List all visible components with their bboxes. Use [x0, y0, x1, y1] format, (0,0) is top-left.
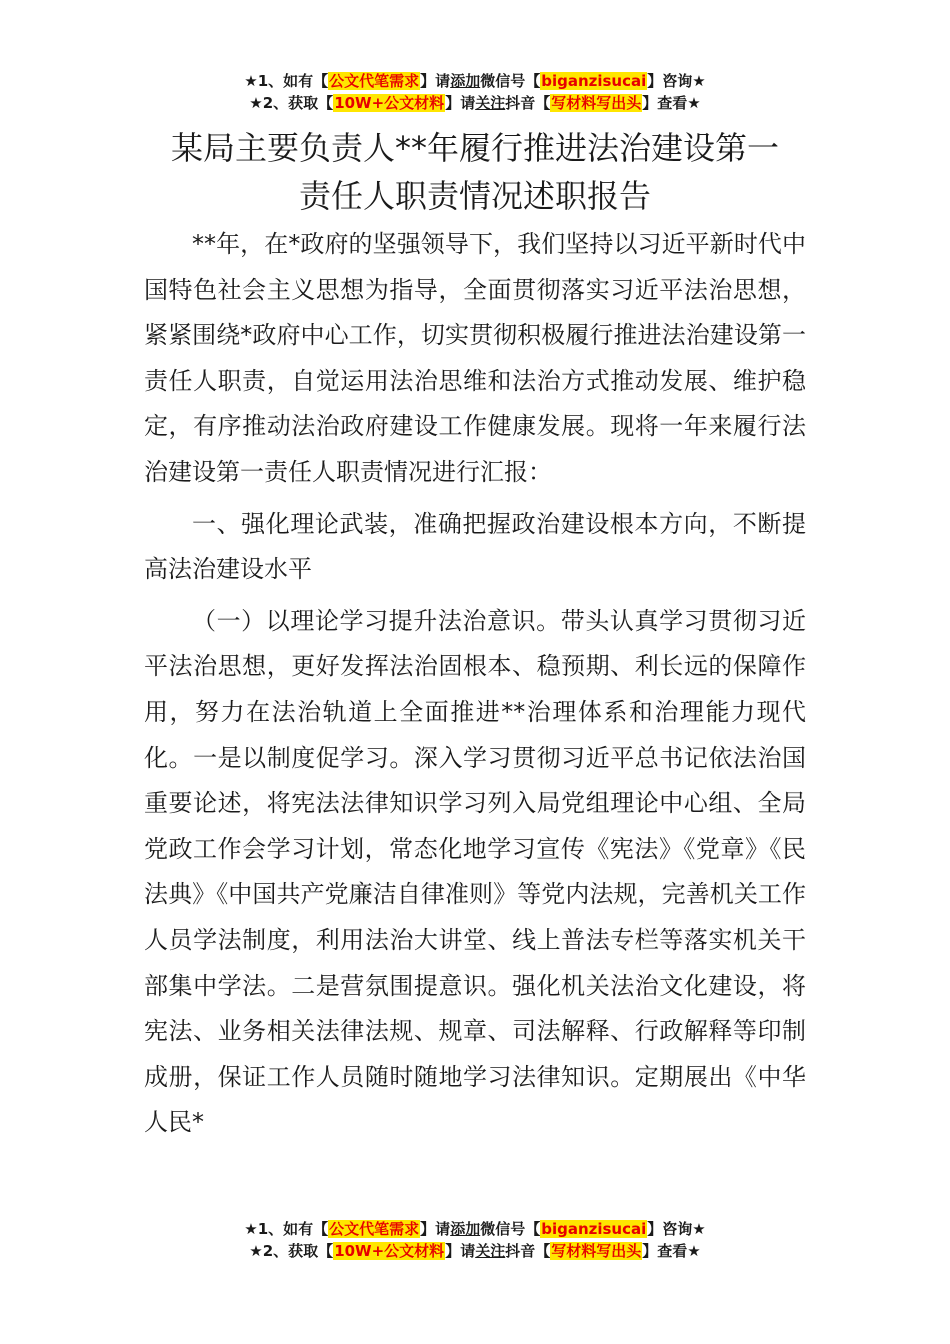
- promo-highlight: 公文代笔需求: [329, 1220, 420, 1238]
- promo-highlight: 10W+公文材料: [334, 94, 445, 112]
- promo-highlight: 10W+公文材料: [334, 1242, 445, 1260]
- document-title: [100, 124, 850, 220]
- promo-banner-top: [0, 70, 950, 114]
- douyin-id-highlight: 写材料写出头: [551, 1242, 642, 1260]
- title-line-2: 责任人职责情况述职报告: [298, 177, 651, 215]
- subsection-paragraph-1: （一）以理论学习提升法治意识。带头认真学习贯彻习近平法治思想，更好发挥法治固根本、稳预期、利长远的保障作用，努力在法治轨道上全面推进**治理体系和治理能力现代化。一是以制度促学习。深入学习贯彻习近平总书记依法治国重要论述，将宪法法律知识学习列入局党组理论中心组、全局党政工作会学习计划，常态化地学习宣传《宪法》《党章》《民法典》《中国共产党廉洁自律准则》等党内法规，完善机关工作人员学法制度，利用法治大讲堂、线上普法专栏等落实机关干部集中学法。二是营氛围提意识。强化机关法治文化建设，将宪法、业务相关法律法规、规章、司法解释、行政解释等印制成册，保证工作人员随时随地学习法律知识。定期展出《中华人民*: [144, 606, 806, 1137]
- promo-line-2: ★2、获取【10W+公文材料】请关注抖音【写材料写出头】查看★: [249, 94, 701, 112]
- wechat-id-highlight: biganzisucai: [541, 72, 647, 90]
- document-body: [144, 222, 806, 1146]
- promo-line-1: ★1、如有【公文代笔需求】请添加微信号【biganzisucai】咨询★: [244, 1220, 706, 1238]
- section-heading-1: 一、强化理论武装，准确把握政治建设根本方向，不断提高法治建设水平: [144, 509, 806, 584]
- intro-paragraph: **年，在*政府的坚强领导下，我们坚持以习近平新时代中国特色社会主义思想为指导，全面贯彻落实习近平法治思想，紧紧围绕*政府中心工作，切实贯彻积极履行推进法治建设第一责任人职责，自觉运用法治思维和法治方式推动发展、维护稳定，有序推动法治政府建设工作健康发展。现将一年来履行法治建设第一责任人职责情况进行汇报：: [144, 230, 806, 486]
- wechat-id-highlight: biganzisucai: [541, 1220, 647, 1238]
- title-line-1: 某局主要负责人**年履行推进法治建设第一: [170, 129, 779, 167]
- promo-line-1: ★1、如有【公文代笔需求】请添加微信号【biganzisucai】咨询★: [244, 72, 706, 90]
- promo-line-2: ★2、获取【10W+公文材料】请关注抖音【写材料写出头】查看★: [249, 1242, 701, 1260]
- promo-highlight: 公文代笔需求: [329, 72, 420, 90]
- douyin-id-highlight: 写材料写出头: [551, 94, 642, 112]
- promo-banner-bottom: [0, 1218, 950, 1262]
